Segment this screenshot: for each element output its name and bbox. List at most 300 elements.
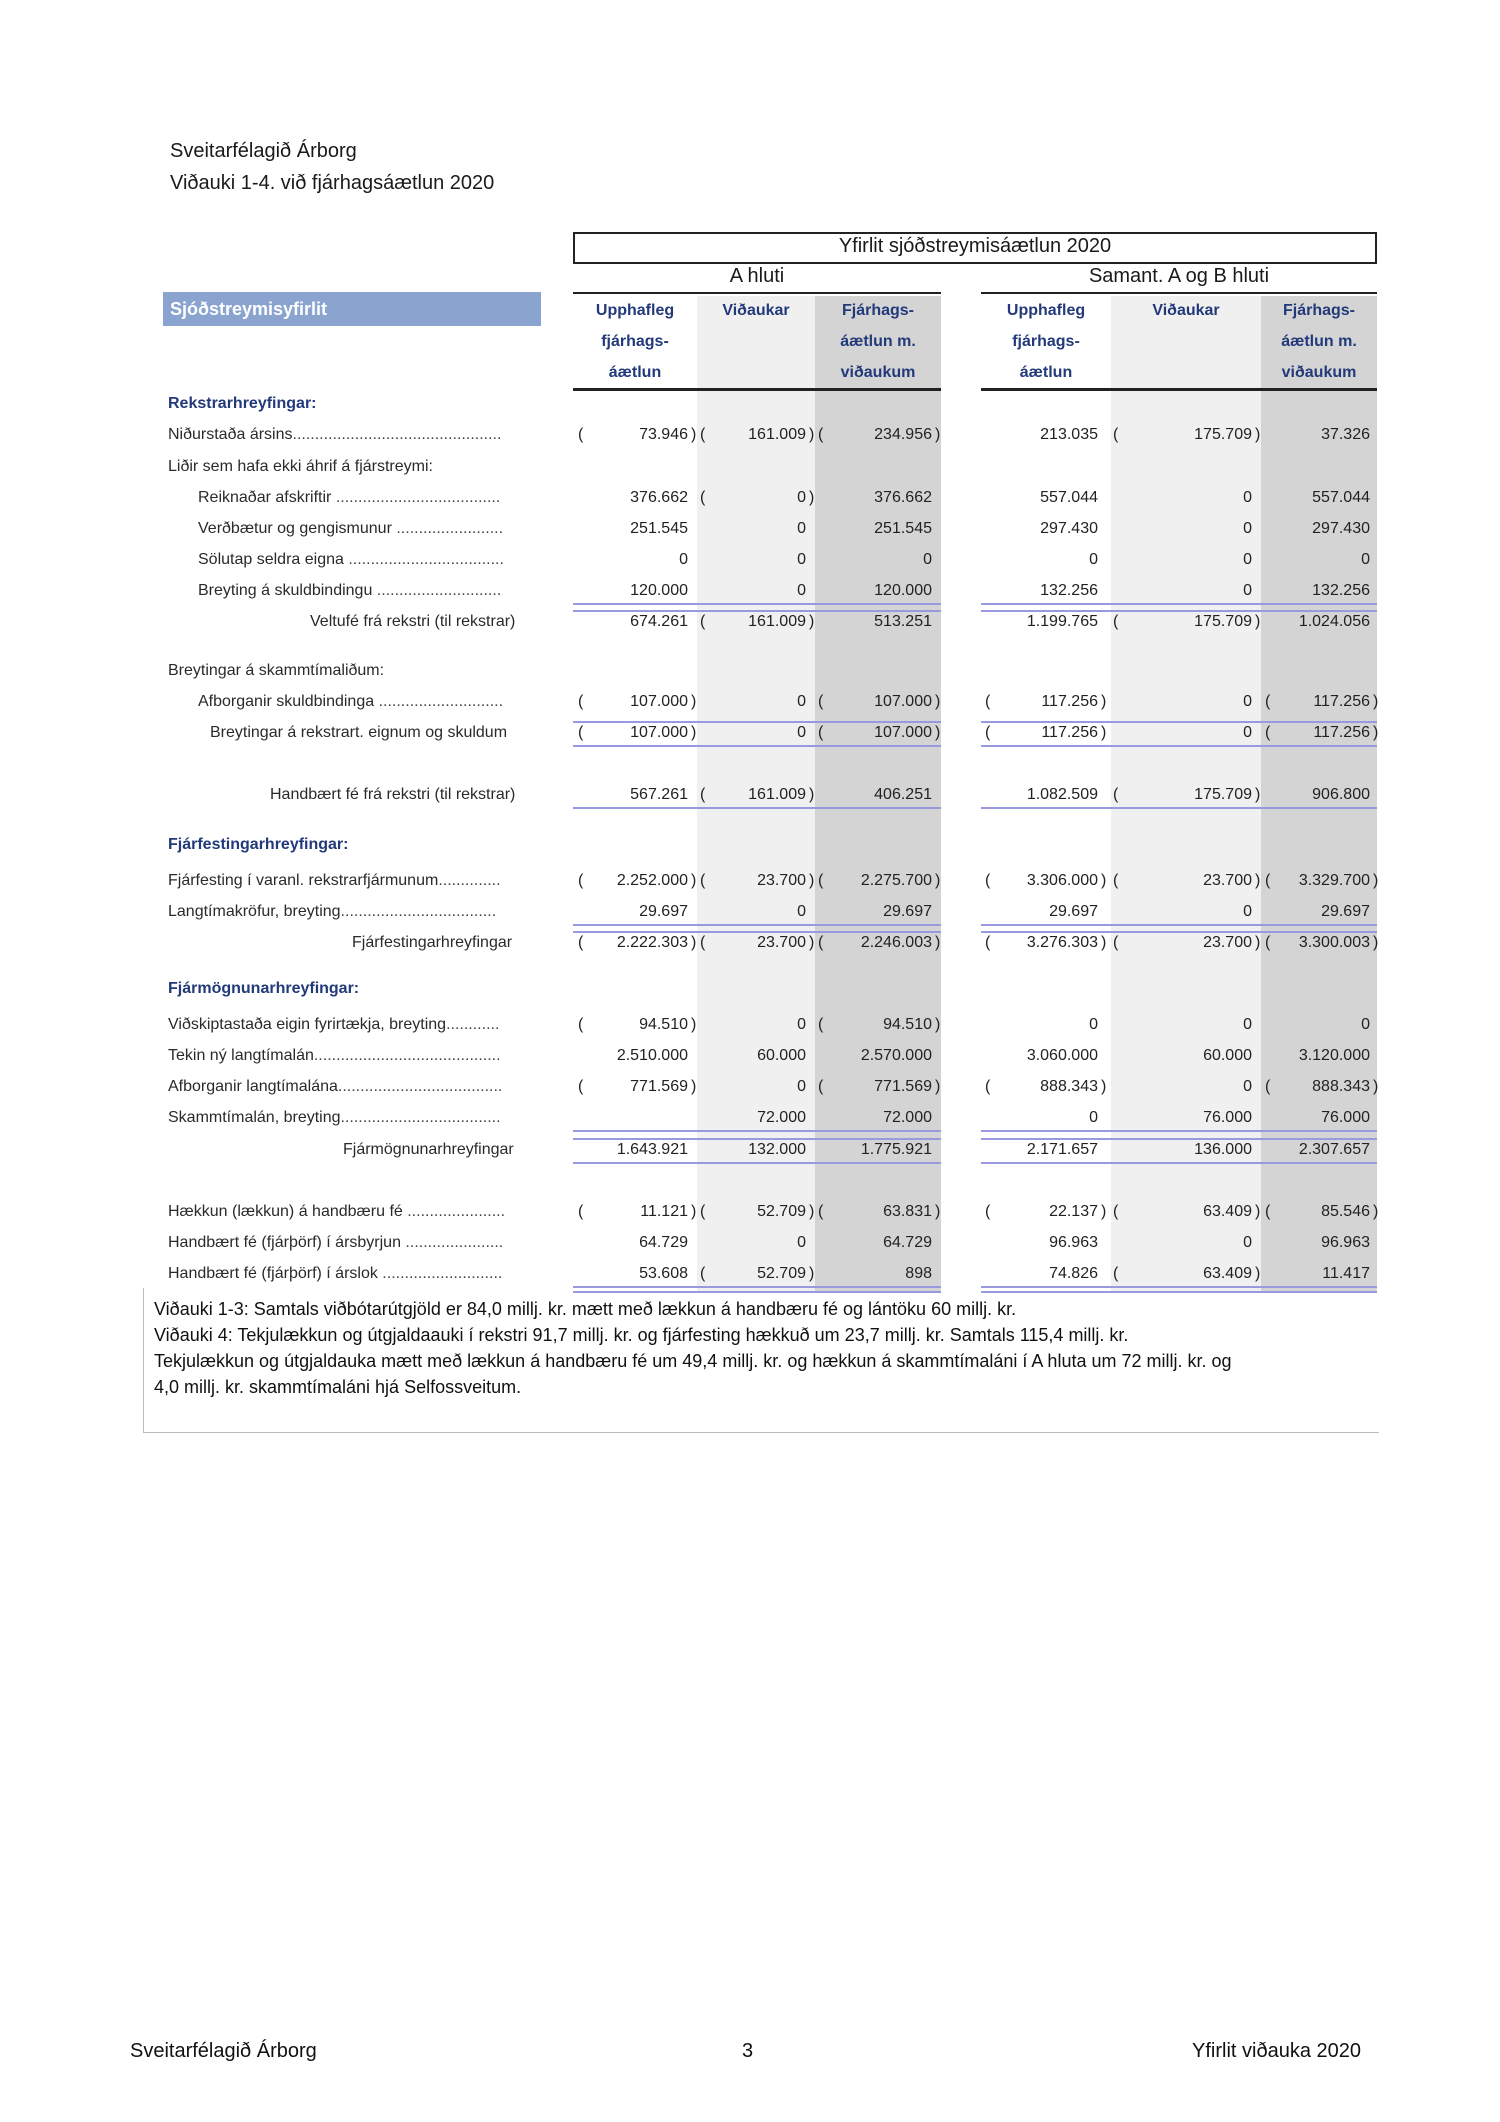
cell-value: 3.120.000 bbox=[1298, 1047, 1370, 1064]
row-label bbox=[198, 582, 501, 600]
row-label bbox=[352, 934, 512, 952]
total-rule bbox=[981, 603, 1377, 605]
cell-value: 52.709 bbox=[757, 1265, 806, 1282]
row-label-dots: ............................................... bbox=[292, 426, 502, 443]
row-label bbox=[270, 786, 515, 804]
cell-value: 175.709 bbox=[1194, 613, 1252, 630]
cell-value: 3.306.000 bbox=[1026, 872, 1098, 889]
close-paren: ) bbox=[1373, 872, 1379, 889]
total-rule bbox=[573, 807, 941, 809]
column-header-line: áætlun bbox=[1019, 364, 1073, 381]
cell-value: 107.000 bbox=[630, 724, 688, 741]
note-line: Viðauki 1-3: Samtals viðbótarútgjöld er 84,0 millj. kr. mætt með lækkun á handbæru fé og lántöku 60 millj. kr. bbox=[154, 1299, 1017, 1319]
open-paren: ( bbox=[1113, 426, 1119, 443]
close-paren: ) bbox=[1373, 724, 1379, 741]
row-label-text: Liðir sem hafa ekki áhrif á fjárstreymi: bbox=[168, 458, 433, 475]
cell-value: 23.700 bbox=[1203, 934, 1252, 951]
open-paren: ( bbox=[818, 1078, 824, 1095]
row-label-dots: ................................... bbox=[340, 903, 497, 920]
row-label-text: Langtímakröfur, breyting bbox=[168, 903, 341, 920]
cell-value: 3.329.700 bbox=[1298, 872, 1370, 889]
cell-value: 63.831 bbox=[883, 1203, 932, 1220]
column-header-line: áætlun m. bbox=[840, 333, 916, 350]
row-label bbox=[210, 724, 507, 742]
close-paren: ) bbox=[1373, 1203, 1379, 1220]
subtotal-rule bbox=[573, 610, 941, 612]
section-fjarmognun: Fjármögnunarhreyfingar: bbox=[168, 980, 360, 997]
close-paren: ) bbox=[935, 1203, 941, 1220]
cell-value: 117.256 bbox=[1313, 693, 1370, 710]
cell-value: 107.000 bbox=[630, 693, 688, 710]
left-header-label: Sjóðstreymisyfirlit bbox=[170, 299, 328, 319]
cell-value: 117.256 bbox=[1041, 693, 1098, 710]
row-label bbox=[168, 903, 496, 921]
open-paren: ( bbox=[700, 489, 706, 506]
cell-value: 161.009 bbox=[748, 613, 806, 630]
row-label bbox=[168, 1078, 502, 1096]
column-header-line: áætlun m. bbox=[1281, 333, 1357, 350]
row-label bbox=[168, 1203, 505, 1221]
note-line: Tekjulækkun og útgjaldauka mætt með lækkun á handbæru fé um 49,4 millj. kr. og hækkun á skammtímaláni í A hluta um 72 millj. kr. og bbox=[154, 1351, 1232, 1371]
cell-value: 0 bbox=[797, 693, 806, 710]
column-header-line: Viðaukar bbox=[1152, 302, 1220, 319]
cell-value: 72.000 bbox=[883, 1109, 932, 1126]
open-paren: ( bbox=[1265, 1078, 1271, 1095]
cell-value: 1.024.056 bbox=[1298, 613, 1370, 630]
row-label-text: Afborganir langtímalána bbox=[168, 1078, 338, 1095]
row-label bbox=[343, 1141, 514, 1159]
cell-value: 161.009 bbox=[748, 426, 806, 443]
subtotal-rule bbox=[981, 931, 1377, 933]
cell-value: 96.963 bbox=[1049, 1234, 1098, 1251]
open-paren: ( bbox=[578, 426, 584, 443]
group-ab-title: Samant. A og B hluti bbox=[1088, 265, 1270, 287]
cell-value: 63.409 bbox=[1203, 1265, 1252, 1282]
cell-value: 76.000 bbox=[1321, 1109, 1370, 1126]
cell-value: 120.000 bbox=[630, 582, 688, 599]
column-header-line: Upphafleg bbox=[595, 302, 675, 319]
cell-value: 29.697 bbox=[883, 903, 932, 920]
open-paren: ( bbox=[1113, 786, 1119, 803]
cell-value: 72.000 bbox=[757, 1109, 806, 1126]
row-label-dots: ..................................... bbox=[331, 489, 501, 506]
row-label bbox=[168, 1265, 502, 1283]
row-label bbox=[198, 520, 503, 538]
cell-value: 74.826 bbox=[1049, 1265, 1098, 1282]
subtotal-rule bbox=[573, 721, 941, 723]
cell-value: 0 bbox=[797, 1234, 806, 1251]
close-paren: ) bbox=[691, 1203, 697, 1220]
cell-value: 0 bbox=[797, 582, 806, 599]
cell-value: 2.252.000 bbox=[616, 872, 688, 889]
row-label-dots: ............ bbox=[446, 1016, 500, 1033]
cell-value: 11.417 bbox=[1322, 1265, 1370, 1282]
row-label-text: Breytingar á rekstrart. eignum og skuldum bbox=[210, 724, 508, 741]
close-paren: ) bbox=[1255, 934, 1261, 951]
page-number: 3 bbox=[742, 2040, 754, 2062]
row-label bbox=[168, 1234, 503, 1252]
section-fjarfesting: Fjárfestingarhreyfingar: bbox=[168, 836, 349, 853]
row-label bbox=[168, 1047, 501, 1065]
close-paren: ) bbox=[691, 693, 697, 710]
row-label-dots: ................................... bbox=[343, 551, 504, 568]
row-label-text: Handbært fé (fjárþörf) í ársbyrjun bbox=[168, 1234, 401, 1251]
close-paren: ) bbox=[809, 489, 815, 506]
cell-value: 37.326 bbox=[1321, 426, 1370, 443]
open-paren: ( bbox=[700, 872, 706, 889]
column-header-line: fjárhags- bbox=[1012, 333, 1080, 350]
cell-value: 96.963 bbox=[1321, 1234, 1370, 1251]
document-title: Sveitarfélagið Árborg bbox=[170, 140, 357, 162]
cell-value: 0 bbox=[923, 551, 932, 568]
cell-value: 0 bbox=[1243, 582, 1252, 599]
subtotal-rule bbox=[981, 1138, 1377, 1140]
total-rule bbox=[981, 807, 1377, 809]
cell-value: 376.662 bbox=[874, 489, 932, 506]
cell-value: 1.643.921 bbox=[616, 1141, 688, 1158]
cell-value: 888.343 bbox=[1312, 1078, 1370, 1095]
row-label bbox=[198, 693, 503, 711]
row-label bbox=[198, 489, 500, 507]
cell-value: 64.729 bbox=[883, 1234, 932, 1251]
open-paren: ( bbox=[985, 872, 991, 889]
open-paren: ( bbox=[700, 613, 706, 630]
row-label-text: Verðbætur og gengismunur bbox=[198, 520, 392, 537]
close-paren: ) bbox=[935, 426, 941, 443]
row-label-text: Breytingar á skammtímaliðum: bbox=[168, 662, 385, 679]
cell-value: 175.709 bbox=[1194, 426, 1252, 443]
open-paren: ( bbox=[1265, 724, 1271, 741]
close-paren: ) bbox=[809, 934, 815, 951]
close-paren: ) bbox=[1255, 1265, 1261, 1282]
row-label bbox=[310, 613, 515, 631]
cell-value: 771.569 bbox=[630, 1078, 688, 1095]
close-paren: ) bbox=[1255, 786, 1261, 803]
cell-value: 213.035 bbox=[1040, 426, 1098, 443]
row-label-dots: .............. bbox=[438, 872, 501, 889]
column-header-line: viðaukum bbox=[840, 364, 916, 381]
row-label-dots: ............................ bbox=[374, 693, 504, 710]
close-paren: ) bbox=[935, 872, 941, 889]
open-paren: ( bbox=[985, 693, 991, 710]
cell-value: 73.946 bbox=[639, 426, 688, 443]
cell-value: 2.222.303 bbox=[616, 934, 688, 951]
open-paren: ( bbox=[1113, 1265, 1119, 1282]
total-rule bbox=[981, 1130, 1377, 1132]
close-paren: ) bbox=[691, 934, 697, 951]
column-header-line: Fjárhags- bbox=[841, 302, 914, 319]
cell-value: 2.171.657 bbox=[1026, 1141, 1098, 1158]
close-paren: ) bbox=[935, 693, 941, 710]
cell-value: 60.000 bbox=[1203, 1047, 1252, 1064]
cell-value: 161.009 bbox=[748, 786, 806, 803]
subtotal-rule bbox=[573, 1138, 941, 1140]
cell-value: 251.545 bbox=[874, 520, 932, 537]
close-paren: ) bbox=[1255, 1203, 1261, 1220]
total-rule bbox=[573, 1130, 941, 1132]
cell-value: 0 bbox=[797, 520, 806, 537]
row-label-text: Handbært fé (fjárþörf) í árslok bbox=[168, 1265, 378, 1282]
total-rule bbox=[981, 745, 1377, 747]
cell-value: 132.256 bbox=[1040, 582, 1098, 599]
note-text bbox=[154, 1296, 1374, 1400]
close-paren: ) bbox=[1101, 1203, 1107, 1220]
total-rule bbox=[981, 924, 1377, 926]
row-label-text: Veltufé frá rekstri (til rekstrar) bbox=[310, 613, 516, 630]
row-label-text: Handbært fé frá rekstri (til rekstrar) bbox=[270, 786, 516, 803]
header-bottom-rule-ab bbox=[981, 388, 1377, 391]
cell-value: 0 bbox=[1089, 1109, 1098, 1126]
cell-value: 11.121 bbox=[640, 1203, 688, 1220]
open-paren: ( bbox=[578, 1078, 584, 1095]
row-label-dots: ........................ bbox=[391, 520, 504, 537]
cell-value: 107.000 bbox=[874, 724, 932, 741]
column-header-line: áætlun bbox=[608, 364, 662, 381]
close-paren: ) bbox=[1101, 872, 1107, 889]
row-label-text: Niðurstaða ársins bbox=[168, 426, 293, 443]
cell-value: 297.430 bbox=[1040, 520, 1098, 537]
cell-value: 0 bbox=[1243, 520, 1252, 537]
cell-value: 0 bbox=[1243, 693, 1252, 710]
total-rule bbox=[573, 1162, 941, 1164]
cell-value: 0 bbox=[1243, 724, 1252, 741]
open-paren: ( bbox=[578, 1016, 584, 1033]
close-paren: ) bbox=[935, 1016, 941, 1033]
close-paren: ) bbox=[1101, 724, 1107, 741]
cell-value: 136.000 bbox=[1194, 1141, 1252, 1158]
column-header-line: Fjárhags- bbox=[1282, 302, 1355, 319]
open-paren: ( bbox=[818, 1016, 824, 1033]
cell-value: 3.300.003 bbox=[1298, 934, 1370, 951]
open-paren: ( bbox=[1113, 613, 1119, 630]
header-bottom-rule-a bbox=[573, 388, 941, 391]
cell-value: 0 bbox=[1243, 551, 1252, 568]
column-header-line: Viðaukar bbox=[722, 302, 790, 319]
close-paren: ) bbox=[935, 934, 941, 951]
cell-value: 0 bbox=[1243, 1078, 1252, 1095]
row-label bbox=[168, 872, 501, 890]
cell-value: 85.546 bbox=[1321, 1203, 1370, 1220]
cell-value: 0 bbox=[1243, 1234, 1252, 1251]
cell-value: 0 bbox=[1243, 1016, 1252, 1033]
close-paren: ) bbox=[935, 1078, 941, 1095]
cell-value: 0 bbox=[797, 903, 806, 920]
total-rule bbox=[573, 924, 941, 926]
close-paren: ) bbox=[1101, 693, 1107, 710]
cell-value: 0 bbox=[1089, 1016, 1098, 1033]
cell-value: 376.662 bbox=[630, 489, 688, 506]
total-rule bbox=[573, 603, 941, 605]
row-label bbox=[168, 1109, 501, 1127]
close-paren: ) bbox=[1101, 934, 1107, 951]
cell-value: 0 bbox=[1361, 1016, 1370, 1033]
table-main-title: Yfirlit sjóðstreymisáætlun 2020 bbox=[838, 235, 1112, 257]
cell-value: 0 bbox=[797, 1078, 806, 1095]
cell-value: 22.137 bbox=[1049, 1203, 1098, 1220]
total-rule bbox=[573, 745, 941, 747]
close-paren: ) bbox=[1373, 1078, 1379, 1095]
group-a-rule bbox=[573, 292, 941, 294]
row-label-dots: ...................... bbox=[402, 1203, 506, 1220]
row-label-dots: ..................................... bbox=[337, 1078, 503, 1095]
row-label bbox=[198, 551, 504, 569]
row-label-text: Tekin ný langtímalán bbox=[168, 1047, 314, 1064]
row-label bbox=[168, 1016, 499, 1034]
open-paren: ( bbox=[818, 934, 824, 951]
subtotal-rule bbox=[981, 721, 1377, 723]
close-paren: ) bbox=[1373, 934, 1379, 951]
cell-value: 23.700 bbox=[757, 934, 806, 951]
close-paren: ) bbox=[1255, 613, 1261, 630]
cell-value: 175.709 bbox=[1194, 786, 1252, 803]
cell-value: 64.729 bbox=[639, 1234, 688, 1251]
open-paren: ( bbox=[578, 693, 584, 710]
cell-value: 60.000 bbox=[757, 1047, 806, 1064]
open-paren: ( bbox=[700, 786, 706, 803]
open-paren: ( bbox=[1113, 872, 1119, 889]
close-paren: ) bbox=[809, 613, 815, 630]
cell-value: 674.261 bbox=[630, 613, 688, 630]
row-label-dots: ...................... bbox=[400, 1234, 504, 1251]
cell-value: 2.307.657 bbox=[1298, 1141, 1370, 1158]
cell-value: 0 bbox=[797, 1016, 806, 1033]
open-paren: ( bbox=[1113, 934, 1119, 951]
row-label-text: Breyting á skuldbindingu bbox=[198, 582, 373, 599]
row-label-dots: .................................... bbox=[340, 1109, 501, 1126]
cell-value: 2.570.000 bbox=[860, 1047, 932, 1064]
cell-value: 2.510.000 bbox=[616, 1047, 688, 1064]
row-label-text: Fjárfesting í varanl. rekstrarfjármunum bbox=[168, 872, 439, 889]
row-label-text: Fjárfestingarhreyfingar bbox=[352, 934, 513, 951]
close-paren: ) bbox=[691, 724, 697, 741]
cell-value: 63.409 bbox=[1203, 1203, 1252, 1220]
cell-value: 23.700 bbox=[1203, 872, 1252, 889]
row-label-dots: ............................ bbox=[372, 582, 502, 599]
cell-value: 1.082.509 bbox=[1026, 786, 1098, 803]
open-paren: ( bbox=[985, 1078, 991, 1095]
row-label bbox=[168, 458, 433, 476]
open-paren: ( bbox=[1113, 1203, 1119, 1220]
row-label-dots: ........................... bbox=[377, 1265, 503, 1282]
open-paren: ( bbox=[818, 426, 824, 443]
open-paren: ( bbox=[985, 934, 991, 951]
open-paren: ( bbox=[1265, 872, 1271, 889]
cell-value: 557.044 bbox=[1312, 489, 1370, 506]
cell-value: 132.256 bbox=[1312, 582, 1370, 599]
open-paren: ( bbox=[818, 693, 824, 710]
open-paren: ( bbox=[1265, 1203, 1271, 1220]
open-paren: ( bbox=[700, 1265, 706, 1282]
section-rekstur: Rekstrarhreyfingar: bbox=[168, 395, 317, 412]
cell-value: 0 bbox=[679, 551, 688, 568]
close-paren: ) bbox=[1101, 1078, 1107, 1095]
close-paren: ) bbox=[809, 426, 815, 443]
cell-value: 1.775.921 bbox=[860, 1141, 932, 1158]
cell-value: 120.000 bbox=[874, 582, 932, 599]
open-paren: ( bbox=[578, 872, 584, 889]
close-paren: ) bbox=[691, 1016, 697, 1033]
cell-value: 406.251 bbox=[874, 786, 932, 803]
row-label-dots: .......................................... bbox=[313, 1047, 501, 1064]
cell-value: 297.430 bbox=[1312, 520, 1370, 537]
cell-value: 3.276.303 bbox=[1026, 934, 1098, 951]
open-paren: ( bbox=[1265, 693, 1271, 710]
cell-value: 0 bbox=[797, 724, 806, 741]
open-paren: ( bbox=[578, 724, 584, 741]
cell-value: 898 bbox=[905, 1265, 932, 1282]
row-label-text: Sölutap seldra eigna bbox=[198, 551, 344, 568]
cell-value: 29.697 bbox=[1321, 903, 1370, 920]
close-paren: ) bbox=[935, 724, 941, 741]
close-paren: ) bbox=[809, 1203, 815, 1220]
open-paren: ( bbox=[578, 934, 584, 951]
row-label bbox=[168, 662, 384, 680]
column-header-line: Upphafleg bbox=[1006, 302, 1086, 319]
cell-value: 117.256 bbox=[1041, 724, 1098, 741]
close-paren: ) bbox=[809, 1265, 815, 1282]
cell-value: 107.000 bbox=[874, 693, 932, 710]
open-paren: ( bbox=[700, 426, 706, 443]
open-paren: ( bbox=[818, 872, 824, 889]
cell-value: 94.510 bbox=[639, 1016, 688, 1033]
cell-value: 0 bbox=[1361, 551, 1370, 568]
cell-value: 251.545 bbox=[630, 520, 688, 537]
open-paren: ( bbox=[578, 1203, 584, 1220]
open-paren: ( bbox=[985, 1203, 991, 1220]
open-paren: ( bbox=[1265, 934, 1271, 951]
open-paren: ( bbox=[700, 934, 706, 951]
row-label-text: Viðskiptastaða eigin fyrirtækja, breyting bbox=[168, 1016, 447, 1033]
close-paren: ) bbox=[1255, 426, 1261, 443]
close-paren: ) bbox=[809, 872, 815, 889]
cell-value: 0 bbox=[1089, 551, 1098, 568]
cell-value: 513.251 bbox=[874, 613, 932, 630]
note-line: 4,0 millj. kr. skammtímaláni hjá Selfossveitum. bbox=[154, 1377, 522, 1397]
close-paren: ) bbox=[691, 872, 697, 889]
row-label-text: Skammtímalán, breyting bbox=[168, 1109, 341, 1126]
close-paren: ) bbox=[691, 426, 697, 443]
cell-value: 2.246.003 bbox=[860, 934, 932, 951]
cell-value: 1.199.765 bbox=[1026, 613, 1098, 630]
subtotal-rule bbox=[573, 931, 941, 933]
cell-value: 0 bbox=[1243, 489, 1252, 506]
column-header-line: fjárhags- bbox=[601, 333, 669, 350]
row-label-text: Afborganir skuldbindinga bbox=[198, 693, 375, 710]
cell-value: 29.697 bbox=[1049, 903, 1098, 920]
cell-value: 0 bbox=[797, 489, 806, 506]
footer-right: Yfirlit viðauka 2020 bbox=[1192, 2040, 1361, 2062]
close-paren: ) bbox=[1373, 693, 1379, 710]
cell-value: 0 bbox=[797, 551, 806, 568]
cell-value: 234.956 bbox=[874, 426, 932, 443]
cell-value: 557.044 bbox=[1040, 489, 1098, 506]
note-line: Viðauki 4: Tekjulækkun og útgjaldaauki í rekstri 91,7 millj. kr. og fjárfesting hækkuð um 23,7 millj. kr. Samtals 115,4 millj. kr. bbox=[154, 1325, 1129, 1345]
cell-value: 888.343 bbox=[1040, 1078, 1098, 1095]
open-paren: ( bbox=[700, 1203, 706, 1220]
close-paren: ) bbox=[1255, 872, 1261, 889]
cell-value: 2.275.700 bbox=[860, 872, 932, 889]
cell-value: 94.510 bbox=[883, 1016, 932, 1033]
cell-value: 0 bbox=[1243, 903, 1252, 920]
cell-value: 52.709 bbox=[757, 1203, 806, 1220]
close-paren: ) bbox=[809, 786, 815, 803]
document-subtitle: Viðauki 1-4. við fjárhagsáætlun 2020 bbox=[170, 172, 495, 194]
subtotal-rule bbox=[981, 610, 1377, 612]
total-rule bbox=[981, 1162, 1377, 1164]
cell-value: 23.700 bbox=[757, 872, 806, 889]
cell-value: 53.608 bbox=[639, 1265, 688, 1282]
footer-left: Sveitarfélagið Árborg bbox=[130, 2040, 317, 2062]
